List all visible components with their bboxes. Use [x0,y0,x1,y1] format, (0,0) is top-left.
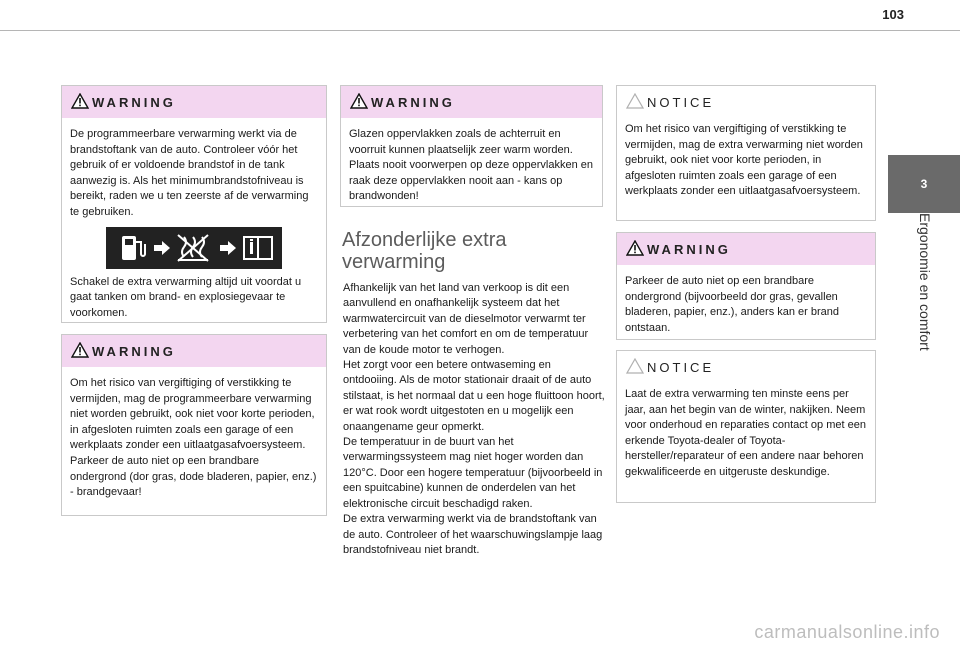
notice-box-ventilation [616,85,876,221]
notice-body: Laat de extra verwarming ten minste eens per jaar, aan het begin van de winter, nakijken. Neem voor onderhoud en reparaties contact op met een erkende Toyota-dealer of Toyota-hersteller/reparateur of een andere naar behoren gekwalificeerde en uitgeruste deskundige. [625,388,866,478]
chapter-title: Ergonomie en comfort [917,213,933,351]
page-number: 103 [882,7,904,22]
warning-header [617,233,875,265]
warning-body: Parkeer de auto niet op een brandbare ondergrond (bijvoorbeeld dor gras, gevallen bladeren, papier, enz.), anders kan er brand ontstaan. [625,275,840,334]
notice-box-maintenance [616,350,876,503]
warning-box-fuel [61,85,327,323]
warning-box-ventilation [61,334,327,516]
warning-header [62,335,326,367]
watermark: carmanualsonline.info [754,622,940,642]
warning-body: Om het risico van vergiftiging of verstikking te vermijden, mag de programmeerbare verwarming niet worden gebruikt, ook niet voor korte perioden, in afgesloten ruimten zoals een garage of een werkplaats zonder een uitlaatgasafvoersysteem. Parkeer de auto niet op een brandbare ondergrond (dor gras, dode bladeren, papier, enz.) - brandgevaar! [70,377,317,499]
warning-triangle-icon [71,342,89,358]
warning-body [62,118,326,329]
notice-title: NOTICE [647,94,715,110]
warning-text: De programmeerbare verwarming werkt via de brandstoftank van de auto. Controleer vóór het gebruik of er voldoende brandstof in de tank aanwezig is. Als het minimumbrandstofniveau is bereikt, raden we u ten zeerste af de verwarming te gebruiken. [70,128,309,218]
notice-title: NOTICE [647,359,715,375]
notice-header [617,86,875,118]
top-rule [0,30,960,31]
warning-title: WARNING [92,94,176,110]
warning-box-parking [616,232,876,340]
warning-body: Glazen oppervlakken zoals de achterruit en voorruit kunnen plaatselijk zeer warm worden. Plaats nooit voorwerpen op deze oppervlakken en raak deze oppervlakken nooit aan - kans op brandwonden! [349,128,593,203]
notice-header [617,351,875,383]
warning-header [341,86,602,118]
warning-triangle-icon [350,93,368,109]
warning-triangle-icon [626,240,644,256]
warning-triangle-icon [71,93,89,109]
notice-body: Om het risico van vergiftiging of verstikking te vermijden, mag de extra verwarming niet worden gebruikt, ook niet voor korte perioden, in afgesloten ruimten zoals een garage of een werkplaats zonder een uitlaatgasafvoersysteem. [625,123,863,198]
warning-header [62,86,326,118]
section-body: Afhankelijk van het land van verkoop is dit een aanvullend en onafhankelijk systeem dat het warmwatercircuit van de dieselmotor verwarmt ter verbetering van het comfort en om de temperatuur van de koude motor te verhogen. Het zorgt voor een betere ontwaseming en ontdooiing. Als de motor stationair draait of de auto stilstaat, is het normaal dat u een hoge fluittoon hoort, er wat rook wordt uitgestoten en u mogelijk een onaangename geur opmerkt. De temperatuur in de buurt van het verwarmingssysteem mag niet hoger worden dan 120°C. Door een hogere temperatuur (bijvoorbeeld in een spuitcabine) kunnen de onderdelen van het elektronische circuit beschadigd raken. De extra verwarming werkt via de brandstoftank van de auto. Controleer of het waarschuwingslampje laag brandstofniveau niet brandt. [343,282,605,556]
fuel-heating-manual-icon [106,227,282,269]
notice-triangle-icon [626,358,644,374]
warning-title: WARNING [92,343,176,359]
warning-box-glass [340,85,603,207]
chapter-label-wrap [888,213,960,388]
warning-title: WARNING [647,241,731,257]
warning-text: Schakel de extra verwarming altijd uit voordat u gaat tanken om brand- en explosiegevaar te voorkomen. [70,275,302,319]
warning-title: WARNING [371,94,455,110]
notice-triangle-icon [626,93,644,109]
chapter-tab[interactable]: 3 [888,155,960,213]
section-title: Afzonderlijke extra verwarming [342,229,507,273]
